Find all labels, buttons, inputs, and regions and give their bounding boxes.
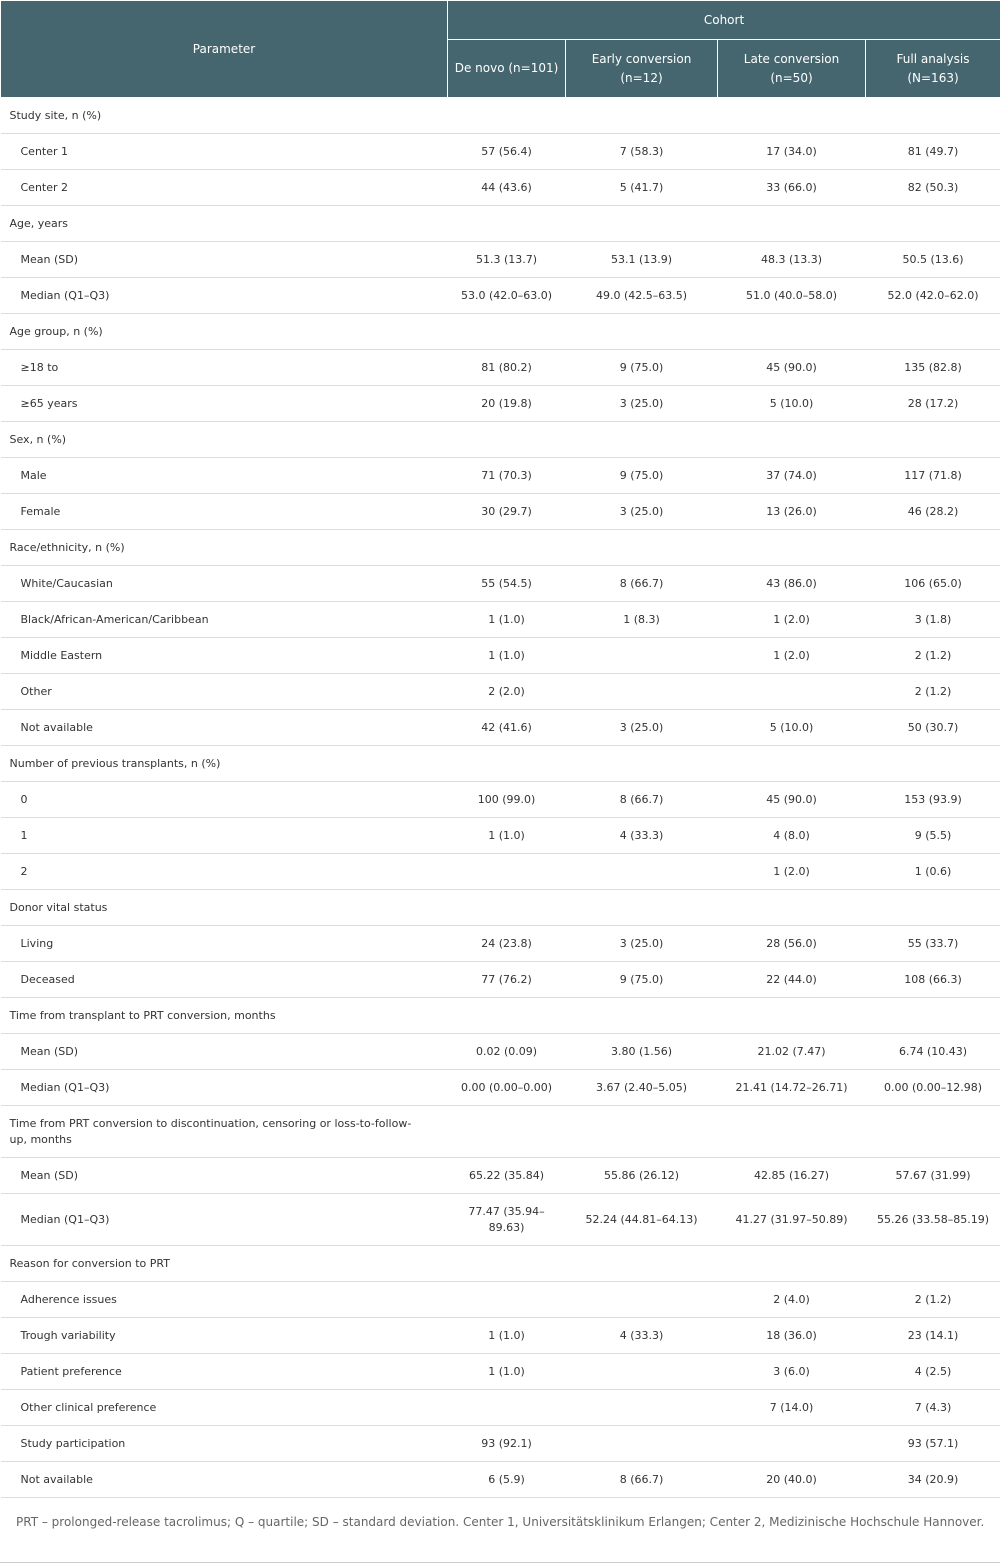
cell-value: 117 (71.8) [866,458,1000,494]
table-row [1,1318,1000,1354]
row-label: Patient preference [1,1354,448,1390]
row-label: Deceased [1,962,448,998]
section-label: Time from transplant to PRT conversion, months [1,998,1000,1034]
table-row [1,1282,1000,1318]
table-header [1,1,1000,98]
table-row [1,458,1000,494]
row-label: Not available [1,710,448,746]
cell-value: 33 (66.0) [718,170,866,206]
row-label: Not available [1,1462,448,1498]
cell-value: 93 (92.1) [448,1426,566,1462]
cell-value: 77 (76.2) [448,962,566,998]
cell-value [566,1426,718,1462]
table-row [1,854,1000,890]
row-label: Mean (SD) [1,1158,448,1194]
section-row [1,206,1000,242]
row-label: Mean (SD) [1,1034,448,1070]
cell-value: 0.02 (0.09) [448,1034,566,1070]
cell-value: 108 (66.3) [866,962,1000,998]
table-body [1,98,1000,1498]
cell-value: 93 (57.1) [866,1426,1000,1462]
table-row [1,674,1000,710]
table-row [1,926,1000,962]
section-label: Race/ethnicity, n (%) [1,530,1000,566]
cell-value: 106 (65.0) [866,566,1000,602]
table-row [1,1390,1000,1426]
table-row [1,1034,1000,1070]
cell-value: 55.26 (33.58–85.19) [866,1194,1000,1246]
cell-value: 28 (56.0) [718,926,866,962]
row-label: Center 2 [1,170,448,206]
section-row [1,98,1000,134]
table-row [1,386,1000,422]
table-row [1,1462,1000,1498]
cell-value: 20 (19.8) [448,386,566,422]
cell-value: 1 (2.0) [718,638,866,674]
cell-value: 7 (58.3) [566,134,718,170]
cell-value: 52.24 (44.81–64.13) [566,1194,718,1246]
cell-value [718,1426,866,1462]
row-label: 2 [1,854,448,890]
table-row [1,170,1000,206]
section-label: Study site, n (%) [1,98,1000,134]
cell-value: 5 (10.0) [718,710,866,746]
section-label: Time from PRT conversion to discontinuation, censoring or loss-to-follow-up, months [1,1106,1000,1158]
cell-value: 55.86 (26.12) [566,1158,718,1194]
column-header-early-conversion: Early conversion (n=12) [566,40,718,98]
cell-value: 3 (6.0) [718,1354,866,1390]
cell-value: 5 (41.7) [566,170,718,206]
cell-value: 45 (90.0) [718,782,866,818]
cell-value: 8 (66.7) [566,566,718,602]
cell-value: 18 (36.0) [718,1318,866,1354]
cell-value [718,674,866,710]
row-label: 1 [1,818,448,854]
row-label: Middle Eastern [1,638,448,674]
cell-value: 24 (23.8) [448,926,566,962]
cell-value: 42 (41.6) [448,710,566,746]
cell-value: 46 (28.2) [866,494,1000,530]
cell-value: 6.74 (10.43) [866,1034,1000,1070]
section-row [1,998,1000,1034]
row-label: Other [1,674,448,710]
cell-value: 4 (2.5) [866,1354,1000,1390]
section-row [1,1246,1000,1282]
cell-value: 53.1 (13.9) [566,242,718,278]
parameter-header: Parameter [1,1,448,98]
cell-value: 3.67 (2.40–5.05) [566,1070,718,1106]
row-label: Trough variability [1,1318,448,1354]
cell-value: 135 (82.8) [866,350,1000,386]
section-label: Number of previous transplants, n (%) [1,746,1000,782]
cell-value: 2 (1.2) [866,674,1000,710]
cell-value: 3 (25.0) [566,710,718,746]
section-row [1,314,1000,350]
cell-value: 6 (5.9) [448,1462,566,1498]
section-label: Age group, n (%) [1,314,1000,350]
cell-value: 23 (14.1) [866,1318,1000,1354]
cell-value: 51.0 (40.0–58.0) [718,278,866,314]
bottom-divider [0,1562,1000,1563]
table-row [1,134,1000,170]
table-row [1,494,1000,530]
table-row [1,602,1000,638]
cell-value: 1 (1.0) [448,638,566,674]
table-row [1,782,1000,818]
table-row [1,350,1000,386]
cell-value: 9 (5.5) [866,818,1000,854]
cell-value: 2 (4.0) [718,1282,866,1318]
cell-value: 71 (70.3) [448,458,566,494]
section-label: Age, years [1,206,1000,242]
cell-value: 21.02 (7.47) [718,1034,866,1070]
cell-value [566,854,718,890]
row-label: ≥65 years [1,386,448,422]
cell-value [448,1390,566,1426]
cell-value: 65.22 (35.84) [448,1158,566,1194]
cell-value [566,1354,718,1390]
cell-value: 2 (1.2) [866,638,1000,674]
cell-value: 0.00 (0.00–0.00) [448,1070,566,1106]
cell-value: 50 (30.7) [866,710,1000,746]
cell-value: 1 (1.0) [448,602,566,638]
cell-value: 81 (49.7) [866,134,1000,170]
row-label: Male [1,458,448,494]
section-row [1,530,1000,566]
cell-value: 3.80 (1.56) [566,1034,718,1070]
cell-value: 0.00 (0.00–12.98) [866,1070,1000,1106]
column-header-de-novo: De novo (n=101) [448,40,566,98]
cell-value: 7 (14.0) [718,1390,866,1426]
cell-value [566,1282,718,1318]
table-row [1,278,1000,314]
cell-value: 20 (40.0) [718,1462,866,1498]
row-label: Median (Q1–Q3) [1,1194,448,1246]
table-row [1,1070,1000,1106]
cell-value: 49.0 (42.5–63.5) [566,278,718,314]
row-label: Other clinical preference [1,1390,448,1426]
cell-value: 100 (99.0) [448,782,566,818]
table-row [1,566,1000,602]
cell-value: 28 (17.2) [866,386,1000,422]
cell-value: 3 (25.0) [566,386,718,422]
cell-value: 57 (56.4) [448,134,566,170]
table-row [1,1426,1000,1462]
cell-value: 5 (10.0) [718,386,866,422]
row-label: ≥18 to [1,350,448,386]
row-label: Study participation [1,1426,448,1462]
table-row [1,242,1000,278]
cell-value: 43 (86.0) [718,566,866,602]
cell-value: 17 (34.0) [718,134,866,170]
table-row [1,1158,1000,1194]
row-label: Mean (SD) [1,242,448,278]
section-label: Donor vital status [1,890,1000,926]
section-label: Reason for conversion to PRT [1,1246,1000,1282]
table-row [1,818,1000,854]
cell-value: 22 (44.0) [718,962,866,998]
cell-value: 50.5 (13.6) [866,242,1000,278]
cell-value: 3 (25.0) [566,926,718,962]
section-row [1,746,1000,782]
cell-value: 4 (8.0) [718,818,866,854]
cell-value: 42.85 (16.27) [718,1158,866,1194]
column-header-full-analysis: Full analysis (N=163) [866,40,1000,98]
cell-value: 4 (33.3) [566,1318,718,1354]
cell-value [566,674,718,710]
cell-value: 45 (90.0) [718,350,866,386]
cell-value: 44 (43.6) [448,170,566,206]
cell-value: 21.41 (14.72–26.71) [718,1070,866,1106]
column-header-late-conversion: Late conversion (n=50) [718,40,866,98]
row-label: Center 1 [1,134,448,170]
table-row [1,962,1000,998]
cell-value [448,1282,566,1318]
row-label: White/Caucasian [1,566,448,602]
cell-value: 7 (4.3) [866,1390,1000,1426]
cell-value: 1 (1.0) [448,818,566,854]
table-row [1,710,1000,746]
row-label: Adherence issues [1,1282,448,1318]
table-row [1,638,1000,674]
table-row [1,1194,1000,1246]
row-label: Median (Q1–Q3) [1,278,448,314]
cell-value: 1 (2.0) [718,854,866,890]
cell-value: 34 (20.9) [866,1462,1000,1498]
cell-value: 37 (74.0) [718,458,866,494]
row-label: Female [1,494,448,530]
cell-value: 1 (1.0) [448,1318,566,1354]
cell-value: 57.67 (31.99) [866,1158,1000,1194]
section-label: Sex, n (%) [1,422,1000,458]
cell-value: 48.3 (13.3) [718,242,866,278]
cell-value: 13 (26.0) [718,494,866,530]
row-label: 0 [1,782,448,818]
row-label: Black/African-American/Caribbean [1,602,448,638]
cell-value: 2 (2.0) [448,674,566,710]
cell-value: 1 (2.0) [718,602,866,638]
cell-value: 8 (66.7) [566,1462,718,1498]
table-footnote: PRT – prolonged-release tacrolimus; Q – quartile; SD – standard deviation. Center 1, Universitätsklinikum Erlangen; Center 2, Medizinische Hochschule Hannover. [16,1515,985,1529]
cohort-header: Cohort [448,1,1000,40]
cell-value: 2 (1.2) [866,1282,1000,1318]
cell-value: 77.47 (35.94–89.63) [448,1194,566,1246]
section-row [1,422,1000,458]
cell-value: 52.0 (42.0–62.0) [866,278,1000,314]
cell-value: 1 (0.6) [866,854,1000,890]
section-row [1,1106,1000,1158]
cell-value: 41.27 (31.97–50.89) [718,1194,866,1246]
cell-value: 1 (8.3) [566,602,718,638]
cell-value: 53.0 (42.0–63.0) [448,278,566,314]
cell-value: 4 (33.3) [566,818,718,854]
row-label: Median (Q1–Q3) [1,1070,448,1106]
cell-value: 153 (93.9) [866,782,1000,818]
cell-value: 9 (75.0) [566,458,718,494]
cell-value [566,638,718,674]
table-row [1,1354,1000,1390]
section-row [1,890,1000,926]
row-label: Living [1,926,448,962]
cell-value [566,1390,718,1426]
cell-value: 55 (33.7) [866,926,1000,962]
cell-value: 3 (25.0) [566,494,718,530]
cell-value: 51.3 (13.7) [448,242,566,278]
cell-value: 3 (1.8) [866,602,1000,638]
cell-value: 81 (80.2) [448,350,566,386]
cell-value: 82 (50.3) [866,170,1000,206]
cell-value: 9 (75.0) [566,962,718,998]
cell-value: 8 (66.7) [566,782,718,818]
cell-value [448,854,566,890]
cell-value: 1 (1.0) [448,1354,566,1390]
cell-value: 55 (54.5) [448,566,566,602]
cell-value: 30 (29.7) [448,494,566,530]
cell-value: 9 (75.0) [566,350,718,386]
